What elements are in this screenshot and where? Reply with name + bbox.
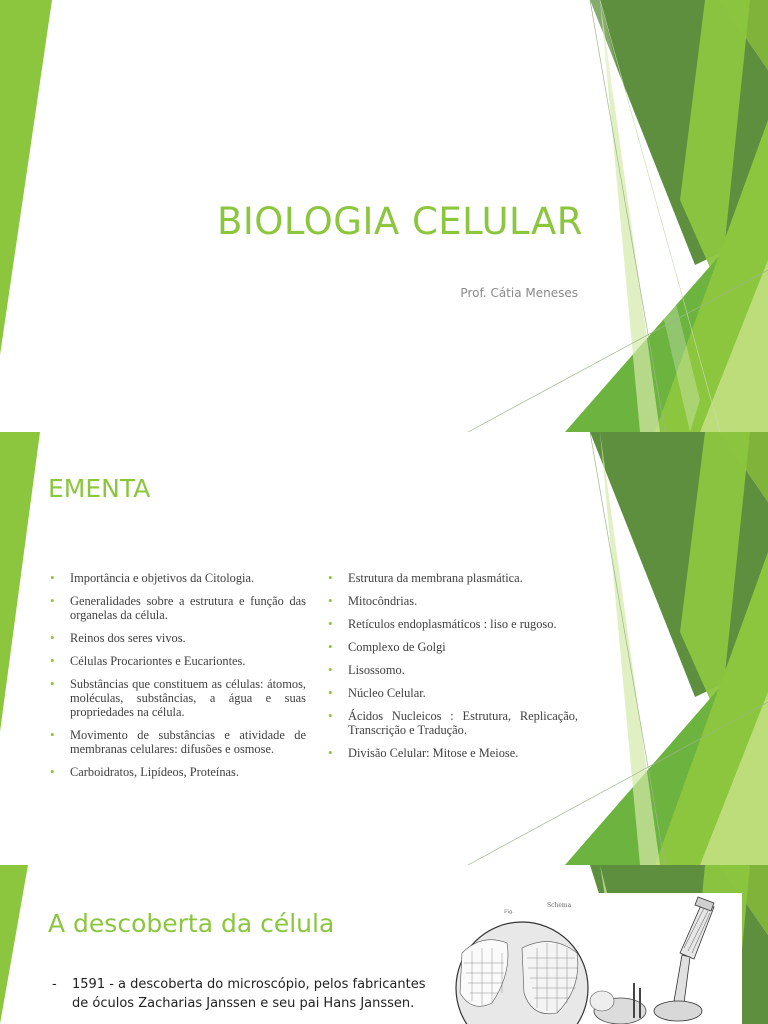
slide-title bbox=[0, 0, 768, 432]
list-item: • Reinos dos seres vivos. bbox=[48, 631, 306, 645]
list-item: • Movimento de substâncias e atividade de membranas celulares: difusões e osmose. bbox=[48, 728, 306, 756]
list-item: • Núcleo Celular. bbox=[326, 686, 578, 700]
list-item: • Ácidos Nucleicos : Estrutura, Replicação, Transcrição e Tradução. bbox=[326, 709, 578, 737]
list-item: • Carboidratos, Lipídeos, Proteínas. bbox=[48, 765, 306, 779]
svg-text:Fig.: Fig. bbox=[504, 909, 514, 915]
list-item: • Células Procariontes e Eucariontes. bbox=[48, 654, 306, 668]
dash-marker: - bbox=[52, 977, 57, 992]
topics-list-right bbox=[326, 571, 578, 769]
topics-list-left bbox=[48, 571, 306, 788]
slide-cell-discovery bbox=[0, 865, 768, 1024]
list-item: • Substâncias que constituem as células: átomos, moléculas, substâncias, a água e suas propriedades na célula. bbox=[48, 677, 306, 719]
slide-heading: A descoberta da célula bbox=[48, 909, 335, 938]
list-item bbox=[52, 975, 444, 1013]
list-item: • Lisossomo. bbox=[326, 663, 578, 677]
list-item: • Estrutura da membrana plasmática. bbox=[326, 571, 578, 585]
slide-heading: EMENTA bbox=[48, 474, 151, 503]
list-item: • Retículos endoplasmáticos : liso e rugoso. bbox=[326, 617, 578, 631]
bullet-text: 1591 - a descoberta do microscópio, pelos fabricantes de óculos Zacharias Janssen e seu pai Hans Janssen. bbox=[72, 977, 426, 1011]
presentation-title: BIOLOGIA CELULAR bbox=[216, 200, 584, 243]
slide-ementa bbox=[0, 432, 768, 865]
hooke-microscope-illustration bbox=[452, 893, 742, 1024]
list-item: • Generalidades sobre a estrutura e função das organelas da célula. bbox=[48, 594, 306, 622]
list-item: • Mitocôndrias. bbox=[326, 594, 578, 608]
list-item: • Complexo de Golgi bbox=[326, 640, 578, 654]
svg-text:Schema: Schema bbox=[547, 902, 572, 909]
presenter-name: Prof. Cátia Meneses bbox=[460, 286, 578, 300]
list-item: • Importância e objetivos da Citologia. bbox=[48, 571, 306, 585]
list-item: • Divisão Celular: Mitose e Meiose. bbox=[326, 746, 578, 760]
